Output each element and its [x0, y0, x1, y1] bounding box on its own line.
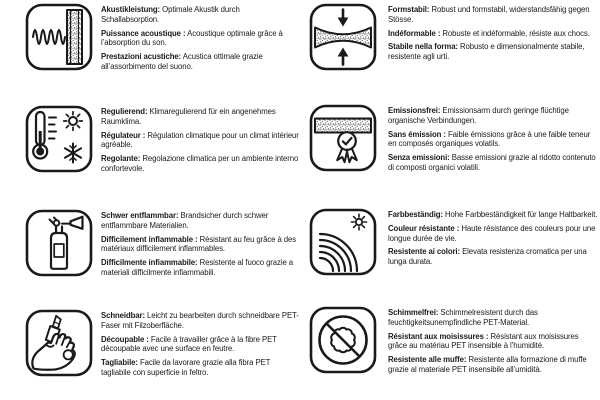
feature-entry-de	[101, 211, 299, 231]
feature-label: Senza emissioni:	[388, 153, 450, 163]
feature-description: Schimmelresistent durch das feuchtigkeitsunempfindliche PET-Material.	[388, 308, 538, 327]
fire-extinguisher-icon	[25, 209, 93, 277]
feature-card-color-fast	[309, 208, 598, 276]
feature-label: Indéformable :	[388, 28, 441, 38]
climate-regulation-icon	[25, 105, 93, 173]
feature-label: Régulateur :	[101, 130, 146, 140]
no-mold-icon	[309, 306, 377, 374]
feature-entry-it	[388, 247, 598, 267]
feature-label: Resistente alle muffe:	[388, 355, 467, 365]
feature-entry-de	[101, 107, 299, 127]
feature-description: Elevata resistenza cromatica per una lunga durata.	[388, 247, 587, 267]
feature-entry-fr	[388, 332, 598, 352]
feature-entry-de	[101, 5, 299, 25]
feature-label: Akustikleistung:	[101, 5, 161, 14]
feature-description: Régulation climatique pour un climat intérieur agréable.	[101, 130, 299, 150]
feature-description: Robusto e dimensionalmente stabile, resistente agli urti.	[388, 42, 585, 62]
feature-card-flame-retardant	[25, 209, 299, 282]
feature-description: Resistente al fuoco grazie a materiali difficilmente infiammabili.	[101, 258, 294, 277]
feature-label: Couleur résistante :	[388, 223, 460, 233]
feature-card-form-stability	[309, 3, 598, 71]
feature-description: Hohe Farbbeständigkeit für lange Haltbarkeit.	[445, 210, 598, 219]
feature-entry-fr	[101, 131, 299, 151]
feature-label: Formstabil:	[388, 5, 430, 14]
feature-description: Basse emissioni grazie al ridotto contenuto di composti organici volatili.	[388, 153, 596, 172]
feature-label: Schimmelfrei:	[388, 308, 439, 317]
feature-card-mold-resistant	[309, 306, 598, 379]
low-emission-certificate-icon	[309, 104, 377, 172]
feature-entry-fr	[388, 29, 598, 39]
feature-entry-de	[388, 308, 598, 328]
feature-description: Regolazione climatica per un ambiente interno confortevole.	[101, 154, 299, 173]
feature-description: Haute résistance des couleurs pour une longue durée de vie.	[388, 223, 596, 243]
feature-description: Emissionsarm durch geringe flüchtige organische Verbindungen.	[388, 106, 569, 125]
feature-entry-it	[101, 258, 299, 278]
feature-description: Résistant au feu grâce à des matériaux difficilement inflammables.	[101, 234, 297, 254]
feature-description: Brandsicher durch schwer entflammbare Materialien.	[101, 211, 269, 230]
feature-description: Robuste et indéformable, résiste aux chocs.	[442, 28, 590, 38]
feature-description: Facile à travailler grâce à la fibre PET découpable avec une surface en feutre.	[101, 334, 277, 354]
feature-entry-it	[101, 358, 299, 378]
feature-label: Sans émission :	[388, 129, 446, 139]
feature-label: Schneidbar:	[101, 311, 145, 320]
feature-description: Facile da lavorare grazie alla fibra PET tagliabile con superficie in feltro.	[101, 358, 271, 377]
feature-label: Emissionsfrei:	[388, 106, 441, 115]
feature-texts	[388, 104, 598, 177]
feature-texts	[388, 306, 598, 379]
feature-card-climate	[25, 105, 299, 178]
feature-label: Prestazioni acustiche:	[101, 52, 182, 62]
hand-cutter-icon	[25, 309, 93, 377]
feature-entry-de	[388, 106, 598, 126]
sound-absorption-icon	[25, 3, 93, 71]
feature-entry-fr	[101, 29, 299, 49]
feature-texts	[101, 309, 299, 382]
feature-label: Tagliabile:	[101, 358, 138, 368]
feature-entry-fr	[388, 224, 598, 244]
feature-texts	[101, 105, 299, 178]
feature-entry-fr	[388, 130, 598, 150]
feature-label: Stabile nella forma:	[388, 42, 458, 52]
color-fastness-icon	[309, 208, 377, 276]
feature-label: Farbbeständig:	[388, 210, 443, 219]
feature-description: Faible émissions grâce à une faible teneur en composés organiques volatils.	[388, 129, 591, 149]
feature-texts	[388, 3, 598, 66]
feature-description: Leicht zu bearbeiten durch schneidbare PET-Faser mit Filzoberfläche.	[101, 311, 299, 330]
feature-card-acoustic	[25, 3, 299, 76]
feature-card-cuttable	[25, 309, 299, 382]
feature-label: Résistant aux moisissures :	[388, 331, 489, 341]
feature-entry-it	[101, 52, 299, 72]
feature-entry-de	[388, 5, 598, 25]
feature-texts	[388, 208, 598, 271]
feature-entry-de	[388, 210, 598, 220]
feature-texts	[101, 3, 299, 76]
feature-entry-it	[388, 355, 598, 375]
feature-entry-it	[388, 42, 598, 62]
feature-entry-it	[101, 154, 299, 174]
feature-description: Klimaregulierend für ein angenehmes Raumklima.	[101, 107, 276, 126]
feature-description: Resistente alla formazione di muffe grazie al materiale PET insensibile all’umidità.	[388, 355, 587, 374]
feature-label: Découpable :	[101, 334, 149, 344]
shape-stability-icon	[309, 3, 377, 71]
feature-texts	[101, 209, 299, 282]
feature-entry-de	[101, 311, 299, 331]
feature-description: Robust und formstabil, widerstandsfähig gegen Stösse.	[388, 5, 590, 24]
feature-description: Acoustique optimale grâce à l’absorption du son.	[101, 28, 283, 48]
feature-label: Regulierend:	[101, 107, 148, 116]
feature-label: Difficilement inflammable :	[101, 234, 198, 244]
feature-label: Difficilmente infiammabile:	[101, 258, 198, 268]
feature-entry-fr	[101, 335, 299, 355]
feature-label: Schwer entflammbar:	[101, 211, 179, 220]
feature-entry-it	[388, 153, 598, 173]
feature-label: Resistente ai colori:	[388, 247, 460, 257]
feature-card-low-emission	[309, 104, 598, 177]
feature-description: Acustica ottimale grazie all’assorbimento del suono.	[101, 52, 263, 71]
feature-description: Optimale Akustik durch Schallabsorption.	[101, 5, 240, 24]
feature-label: Puissance acoustique :	[101, 28, 186, 38]
feature-label: Regolante:	[101, 154, 141, 164]
feature-description: Résistant aux moisissures grâce au matériau PET insensible à l’humidité.	[388, 331, 579, 351]
feature-entry-fr	[101, 235, 299, 255]
